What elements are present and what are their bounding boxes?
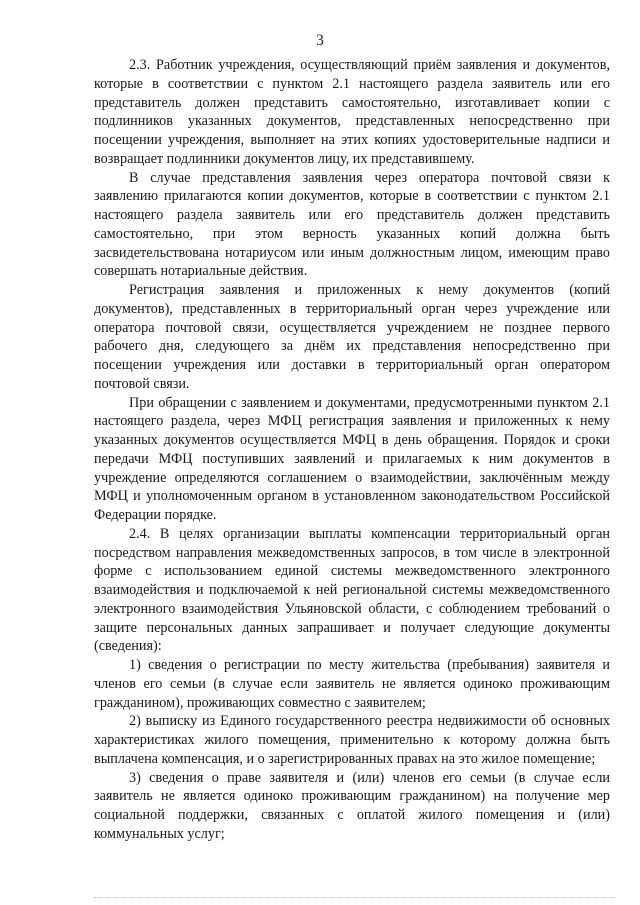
list-item-1: 1) сведения о регистрации по месту жительства (пребывания) заявителя и членов его семьи (в случае если заявитель не является одиноко проживающим гражданином), проживающих совместно с заявителем; xyxy=(94,657,610,711)
list-item-3: 3) сведения о праве заявителя и (или) членов его семьи (в случае если заявитель не является одиноко проживающим гражданином) на получение мер социальной поддержки, связанных с оплатой жилого помещения и (или) коммунальных услуг; xyxy=(94,769,610,842)
scan-edge-artifact xyxy=(94,897,616,901)
paragraph-mfc: При обращении с заявлением и документами, предусмотренными пунктом 2.1 настоящего раздела, через МФЦ регистрация заявления и приложенных к нему указанных документов осуществляется МФЦ в день обращения. Порядок и сроки передачи МФЦ поступивших заявлений и прилагаемых к ним документов в учреждение определяются соглашением о взаимодействии, заключённым между МФЦ и уполномоченным органом в установленном законодательством Российской Федерации порядке. xyxy=(94,394,610,523)
document-body xyxy=(94,56,610,844)
paragraph-postal-submission: В случае представления заявления через оператора почтовой связи к заявлению прилагаются копии документов, которые в соответствии с пунктом 2.1 настоящего раздела заявитель или его представитель должен представить самостоятельно, при этом верность указанных копий должна быть засвидетельствована нотариусом или иным должностным лицом, имеющим право совершать нотариальные действия. xyxy=(94,169,610,280)
page-number: 3 xyxy=(316,32,324,49)
list-item-2: 2) выписку из Единого государственного реестра недвижимости об основных характеристиках жилого помещения, применительно к которому должна быть выплачена компенсация, и о зарегистрированных правах на это жилое помещение; xyxy=(94,713,610,767)
paragraph-2-3: 2.3. Работник учреждения, осуществляющий приём заявления и документов, которые в соответствии с пунктом 2.1 настоящего раздела заявитель или его представитель должен представить самостоятельно, изготавливает копии с подлинников указанных документов, представленных непосредственно при посещении учреждения, выполняет на этих копиях удостоверительные надписи и возвращает подлинники документов лицу, их представившему. xyxy=(94,57,610,167)
paragraph-registration: Регистрация заявления и приложенных к нему документов (копий документов), представленных в территориальный орган через учреждение или оператора почтовой связи, осуществляется учреждением не позднее первого рабочего дня, следующего за днём их представления непосредственно при посещении учреждения или доставки в территориальный орган оператором почтовой связи. xyxy=(94,282,610,392)
paragraph-2-4: 2.4. В целях организации выплаты компенсации территориальный орган посредством направления межведомственных запросов, в том числе в электронной форме с использованием единой системы межведомственного электронного взаимодействия и подключаемой к ней региональной системы межведомственного электронного взаимодействия Ульяновской области, с соблюдением требований о защите персональных данных запрашивает и получает следующие документы (сведения): xyxy=(94,525,610,655)
